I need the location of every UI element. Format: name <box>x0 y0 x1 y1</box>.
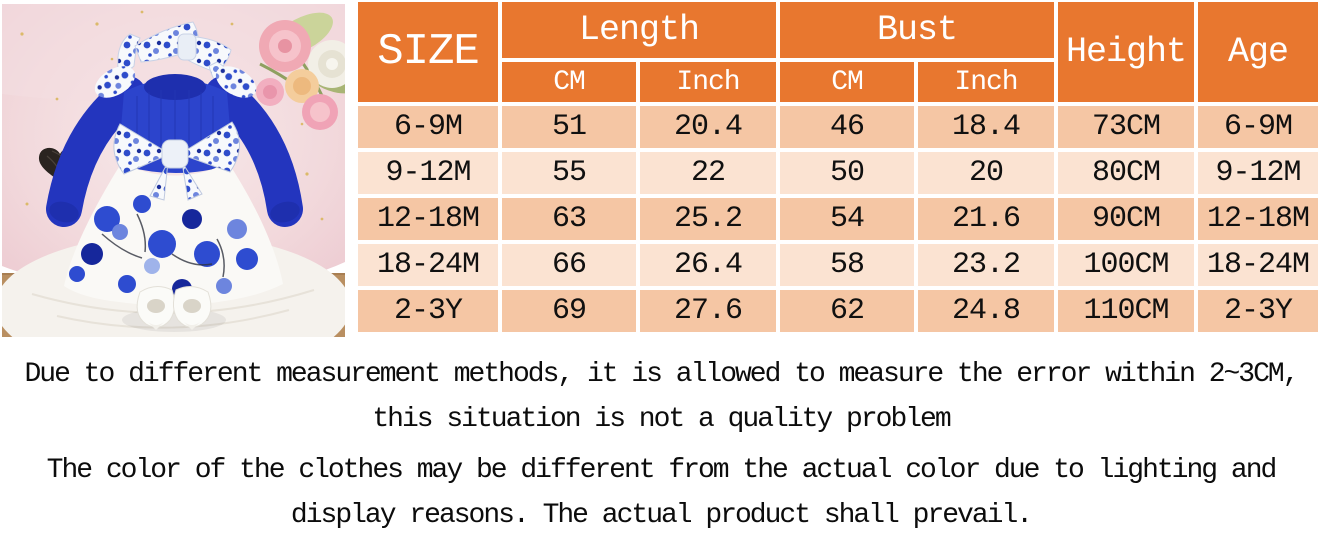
height-value: 100CM <box>1058 244 1194 286</box>
age-value: 2-3Y <box>1198 290 1318 332</box>
age-value: 12-18M <box>1198 198 1318 240</box>
length-inch-value: 20.4 <box>640 106 776 148</box>
height-value: 90CM <box>1058 198 1194 240</box>
height-value: 80CM <box>1058 152 1194 194</box>
bust-cm-value: 62 <box>780 290 914 332</box>
height-value: 110CM <box>1058 290 1194 332</box>
length-inch-value: 27.6 <box>640 290 776 332</box>
bust-inch-value: 21.6 <box>918 198 1054 240</box>
bust-cm-value: 58 <box>780 244 914 286</box>
disclaimer-line-1: Due to different measurement methods, it is allowed to measure the error within 2~3CM, <box>24 359 1298 390</box>
size-value: 9-12M <box>358 152 498 194</box>
disclaimer-line-4: display reasons. The actual product shall prevail. <box>290 500 1032 531</box>
table-row <box>358 198 1318 240</box>
bust-inch-value: 18.4 <box>918 106 1054 148</box>
header-bust-cm: CM <box>780 62 914 102</box>
table-row <box>358 106 1318 148</box>
length-cm-value: 55 <box>502 152 636 194</box>
table-row <box>358 152 1318 194</box>
size-value: 18-24M <box>358 244 498 286</box>
bust-cm-value: 46 <box>780 106 914 148</box>
size-value: 2-3Y <box>358 290 498 332</box>
size-value: 12-18M <box>358 198 498 240</box>
disclaimer-text <box>0 352 1322 538</box>
length-cm-value: 66 <box>502 244 636 286</box>
table-row <box>358 244 1318 286</box>
header-age: Age <box>1198 2 1318 102</box>
height-value: 73CM <box>1058 106 1194 148</box>
disclaimer-line-2: this situation is not a quality problem <box>372 404 950 435</box>
bust-cm-value: 54 <box>780 198 914 240</box>
length-cm-value: 69 <box>502 290 636 332</box>
length-cm-value: 51 <box>502 106 636 148</box>
bust-inch-value: 24.8 <box>918 290 1054 332</box>
length-inch-value: 25.2 <box>640 198 776 240</box>
bust-inch-value: 20 <box>918 152 1054 194</box>
header-length: Length <box>502 2 776 58</box>
disclaimer-line-3: The color of the clothes may be different from the actual color due to lighting and <box>46 455 1276 486</box>
header-length-cm: CM <box>502 62 636 102</box>
product-photo <box>2 4 345 337</box>
length-cm-value: 63 <box>502 198 636 240</box>
header-bust: Bust <box>780 2 1054 58</box>
header-bust-inch: Inch <box>918 62 1054 102</box>
age-value: 18-24M <box>1198 244 1318 286</box>
header-height: Height <box>1058 2 1194 102</box>
header-size: SIZE <box>358 2 498 102</box>
age-value: 9-12M <box>1198 152 1318 194</box>
length-inch-value: 22 <box>640 152 776 194</box>
table-row <box>358 290 1318 332</box>
length-inch-value: 26.4 <box>640 244 776 286</box>
size-chart-table <box>354 0 1322 336</box>
size-value: 6-9M <box>358 106 498 148</box>
header-length-inch: Inch <box>640 62 776 102</box>
age-value: 6-9M <box>1198 106 1318 148</box>
bust-inch-value: 23.2 <box>918 244 1054 286</box>
bust-cm-value: 50 <box>780 152 914 194</box>
product-photo-illustration <box>2 4 345 337</box>
